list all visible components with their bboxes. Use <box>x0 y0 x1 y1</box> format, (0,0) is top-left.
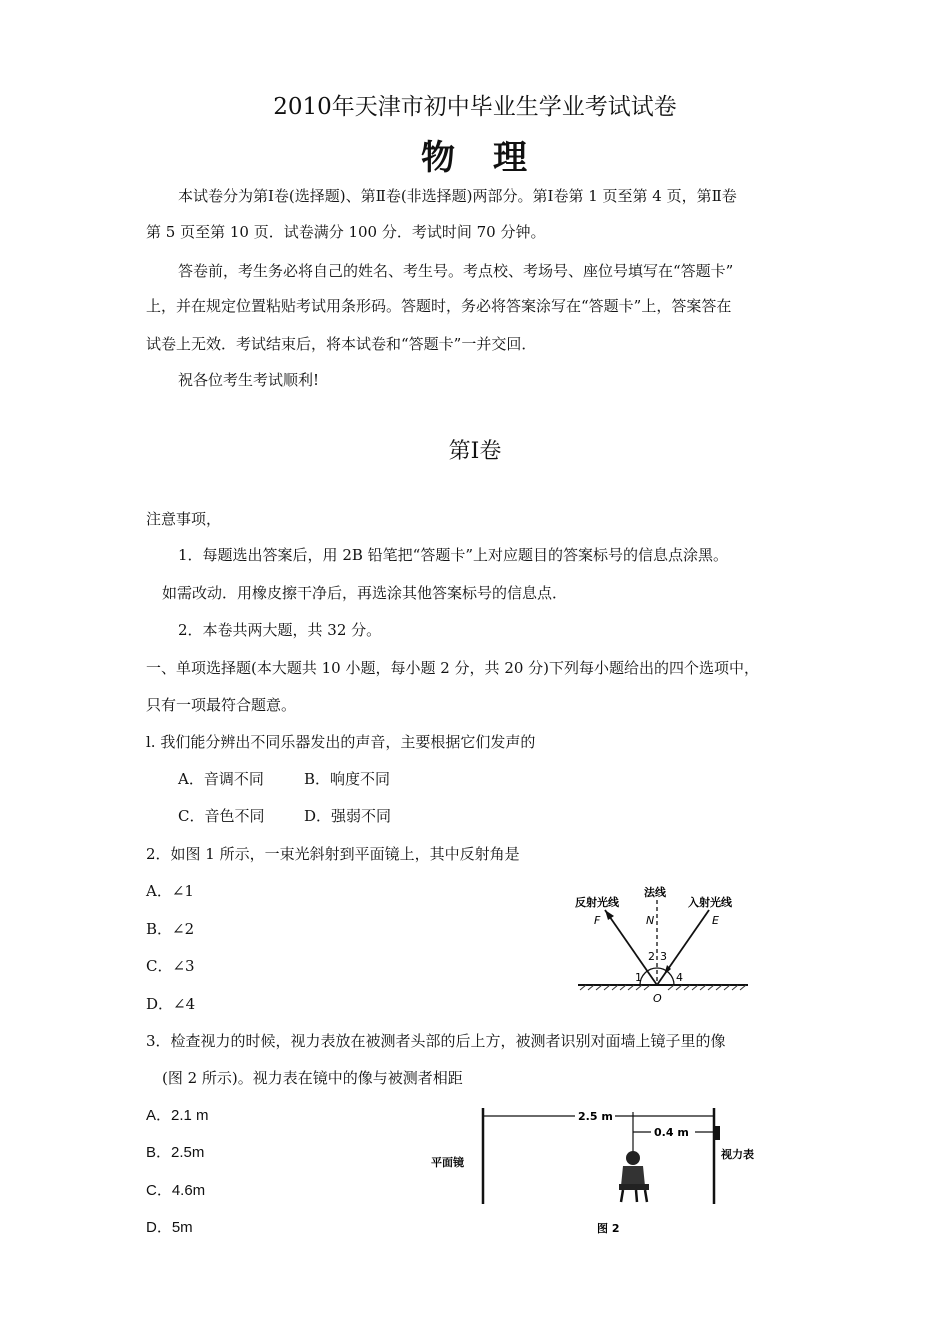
part-instructions: 一、单项选择题(本大题共 10 小题，每小题 2 分，共 20 分)下列每小题给出的四个选项中， <box>146 659 760 677</box>
q3-option-d: D．5m <box>146 1219 193 1236</box>
normal-label: 法线 <box>644 886 666 899</box>
q1-option-c: C．音色不同 <box>178 807 265 825</box>
notice-item: 如需改动．用橡皮擦干净后，再选涂其他答案标号的信息点． <box>162 584 568 602</box>
subject-title: 物 理 <box>421 138 529 178</box>
good-luck-line: 祝各位考生考试顺利! <box>178 371 320 389</box>
figure-2-eye-test-diagram <box>425 1100 770 1238</box>
reflected-ray-label: 反射光线 <box>575 896 619 909</box>
figure-2-caption: 图 2 <box>597 1222 620 1235</box>
q1-option-d: D．强弱不同 <box>304 807 392 825</box>
question-3-stem: 3．检查视力的时候，视力表放在被测者头部的后上方，被测者识别对面墙上镜子里的像 <box>146 1032 726 1050</box>
notice-title: 注意事项， <box>146 510 222 528</box>
notice-item: 1．每题选出答案后，用 2B 铅笔把“答题卡”上对应题目的答案标号的信息点涂黑。 <box>178 546 728 564</box>
intro-line: 试卷上无效．考试结束后，将本试卷和“答题卡”一并交回． <box>146 335 537 353</box>
incident-ray-label: 入射光线 <box>688 896 732 909</box>
angle-4-label: 4 <box>676 971 683 984</box>
q1-option-a: A．音调不同 <box>178 770 264 788</box>
angle-3-label: 3 <box>660 950 667 963</box>
intro-line: 本试卷分为第Ⅰ卷(选择题)、第Ⅱ卷(非选择题)两部分。第Ⅰ卷第 1 页至第 4 页，第Ⅱ卷 <box>178 187 737 205</box>
intro-line: 上，并在规定位置粘贴考试用条形码。答题时，务必将答案涂写在“答题卡”上，答案答在 <box>146 297 732 315</box>
q2-option-c: C．∠3 <box>146 957 195 975</box>
q3-option-a: A．2.1 m <box>146 1107 209 1124</box>
q2-option-a: A．∠1 <box>146 882 194 900</box>
reflected-ray-arrowhead <box>605 910 614 920</box>
angle-1-label: 1 <box>635 971 642 984</box>
question-1-stem: l. 我们能分辨出不同乐器发出的声音，主要根据它们发声的 <box>146 733 536 751</box>
figure-1-reflection-diagram <box>570 880 760 1010</box>
distance-total-label: 2.5 m <box>578 1110 613 1123</box>
question-3-stem: (图 2 所示)。视力表在镜中的像与被测者相距 <box>162 1069 463 1087</box>
point-n-label: N <box>646 914 655 927</box>
section-heading: 第Ⅰ卷 <box>448 439 502 464</box>
q2-option-b: B．∠2 <box>146 920 195 938</box>
eye-chart-block <box>715 1126 720 1140</box>
q1-option-b: B．响度不同 <box>304 770 391 788</box>
distance-small-label: 0.4 m <box>654 1126 689 1139</box>
eye-chart-label: 视力表 <box>721 1148 754 1161</box>
part-instructions: 只有一项最符合题意。 <box>146 696 297 714</box>
point-o-label: O <box>653 992 662 1005</box>
q3-option-b: B．2.5m <box>146 1144 205 1161</box>
question-2-stem: 2．如图 1 所示，一束光斜射到平面镜上，其中反射角是 <box>146 845 520 863</box>
point-f-label: F <box>594 914 601 927</box>
q2-option-d: D．∠4 <box>146 995 196 1013</box>
angle-2-label: 2 <box>648 950 655 963</box>
q3-option-c: C．4.6m <box>146 1182 206 1199</box>
notice-item: 2．本卷共两大题，共 32 分。 <box>178 621 382 639</box>
seated-person-figure <box>619 1151 649 1202</box>
intro-line: 答卷前，考生务必将自己的姓名、考生号。考点校、考场号、座位号填写在“答题卡” <box>178 262 734 280</box>
intro-line: 第 5 页至第 10 页．试卷满分 100 分．考试时间 70 分钟。 <box>146 223 546 241</box>
mirror-label: 平面镜 <box>431 1156 464 1169</box>
exam-title: 2010年天津市初中毕业生学业考试试卷 <box>273 94 677 120</box>
point-e-label: E <box>712 914 719 927</box>
